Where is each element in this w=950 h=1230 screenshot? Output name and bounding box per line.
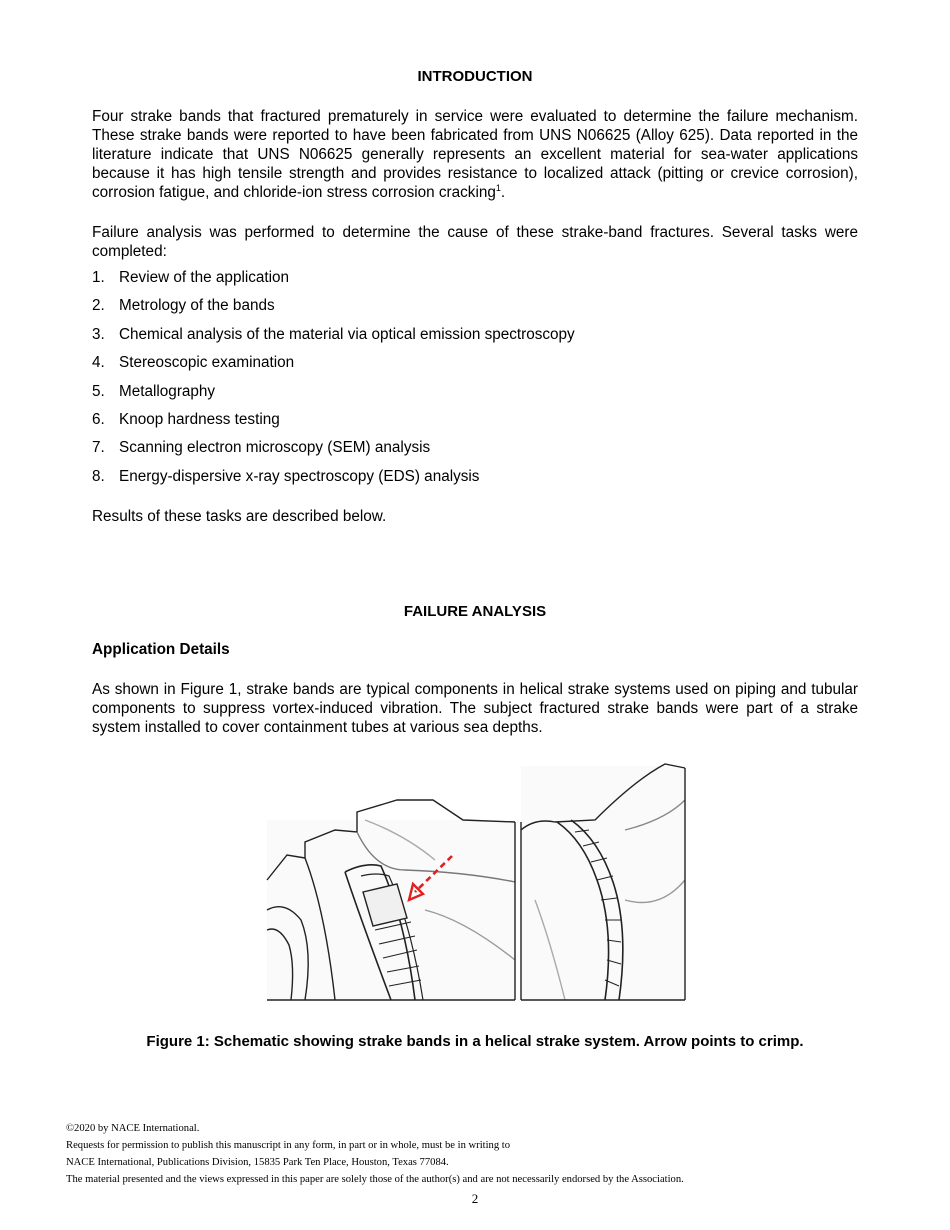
footer-address: NACE International, Publications Division, 15835 Park Ten Place, Houston, Texas 77084. <box>66 1157 449 1168</box>
list-item: 4. Stereoscopic examination <box>92 354 295 372</box>
introduction-heading: INTRODUCTION <box>417 68 533 85</box>
figure-caption: Figure 1: Schematic showing strake bands in a helical strake system. Arrow points to crimp. <box>146 1033 804 1050</box>
list-item: 8. Energy-dispersive x-ray spectroscopy (EDS) analysis <box>92 467 480 485</box>
list-item: 1. Review of the application <box>92 269 290 286</box>
failure-analysis-heading: FAILURE ANALYSIS <box>403 603 547 620</box>
reference-superscript: 1 <box>495 182 501 193</box>
footer-copyright: ©2020 by NACE International. <box>66 1123 200 1134</box>
application-details-paragraph: As shown in Figure 1, strake bands are typical components in helical strake systems used on piping and tubular components to suppress vortex-induced vibration. The subject fractured strake bands were part of a strake system installed to cover containment tubes at various sea depths. <box>92 681 858 736</box>
footer-permissions: Requests for permission to publish this manuscript in any form, in part or in whole, must be in writing to <box>66 1140 511 1151</box>
introduction-paragraph-2: Failure analysis was performed to determine the cause of these strake-band fractures. Several tasks were completed: <box>92 224 858 260</box>
left-panel-sketch <box>267 800 515 1000</box>
results-sentence: Results of these tasks are described below. <box>92 508 387 525</box>
list-item: 3. Chemical analysis of the material via optical emission spectroscopy <box>92 325 575 343</box>
task-list <box>92 268 858 495</box>
strake-band-schematic <box>265 760 687 1002</box>
list-item: 2. Metrology of the bands <box>92 297 275 315</box>
copyright-footer <box>66 1120 886 1188</box>
list-item: 7. Scanning electron microscopy (SEM) analysis <box>92 439 431 457</box>
right-panel-sketch <box>521 764 685 1000</box>
list-item: 6. Knoop hardness testing <box>92 410 280 428</box>
list-item: 5. Metallography <box>92 382 216 400</box>
page-number: 2 <box>471 1191 479 1206</box>
application-details-subheading: Application Details <box>92 641 230 658</box>
footer-disclaimer: The material presented and the views expressed in this paper are solely those of the author(s) and are not necessarily endorsed by the Association. <box>66 1174 684 1185</box>
introduction-paragraph-1: Four strake bands that fractured prematurely in service were evaluated to determine the failure mechanism. These strake bands were reported to have been fabricated from UNS N06625 (Alloy 625). Data reported in the literature indicate that UNS N06625 generally represents an excellent material for sea-water applications because it has high tensile strength and provides resistance to localized attack (pitting or crevice corrosion), corrosion fatigue, and chloride-ion stress corrosion cracking$^1$. <box>92 108 858 201</box>
introduction-paragraph-1-text: Four strake bands that fractured prematurely in service were evaluated to determine the failure mechanism. These strake bands were reported to have been fabricated from UNS N06625 (Alloy 625). Data reported in the literature indicate that UNS N06625 generally represents an excellent material for sea-water applications because it has high tensile strength and provides resistance to localized attack (pitting or crevice corrosion), corrosion fatigue, and chloride-ion stress corrosion cracking <box>92 108 858 201</box>
